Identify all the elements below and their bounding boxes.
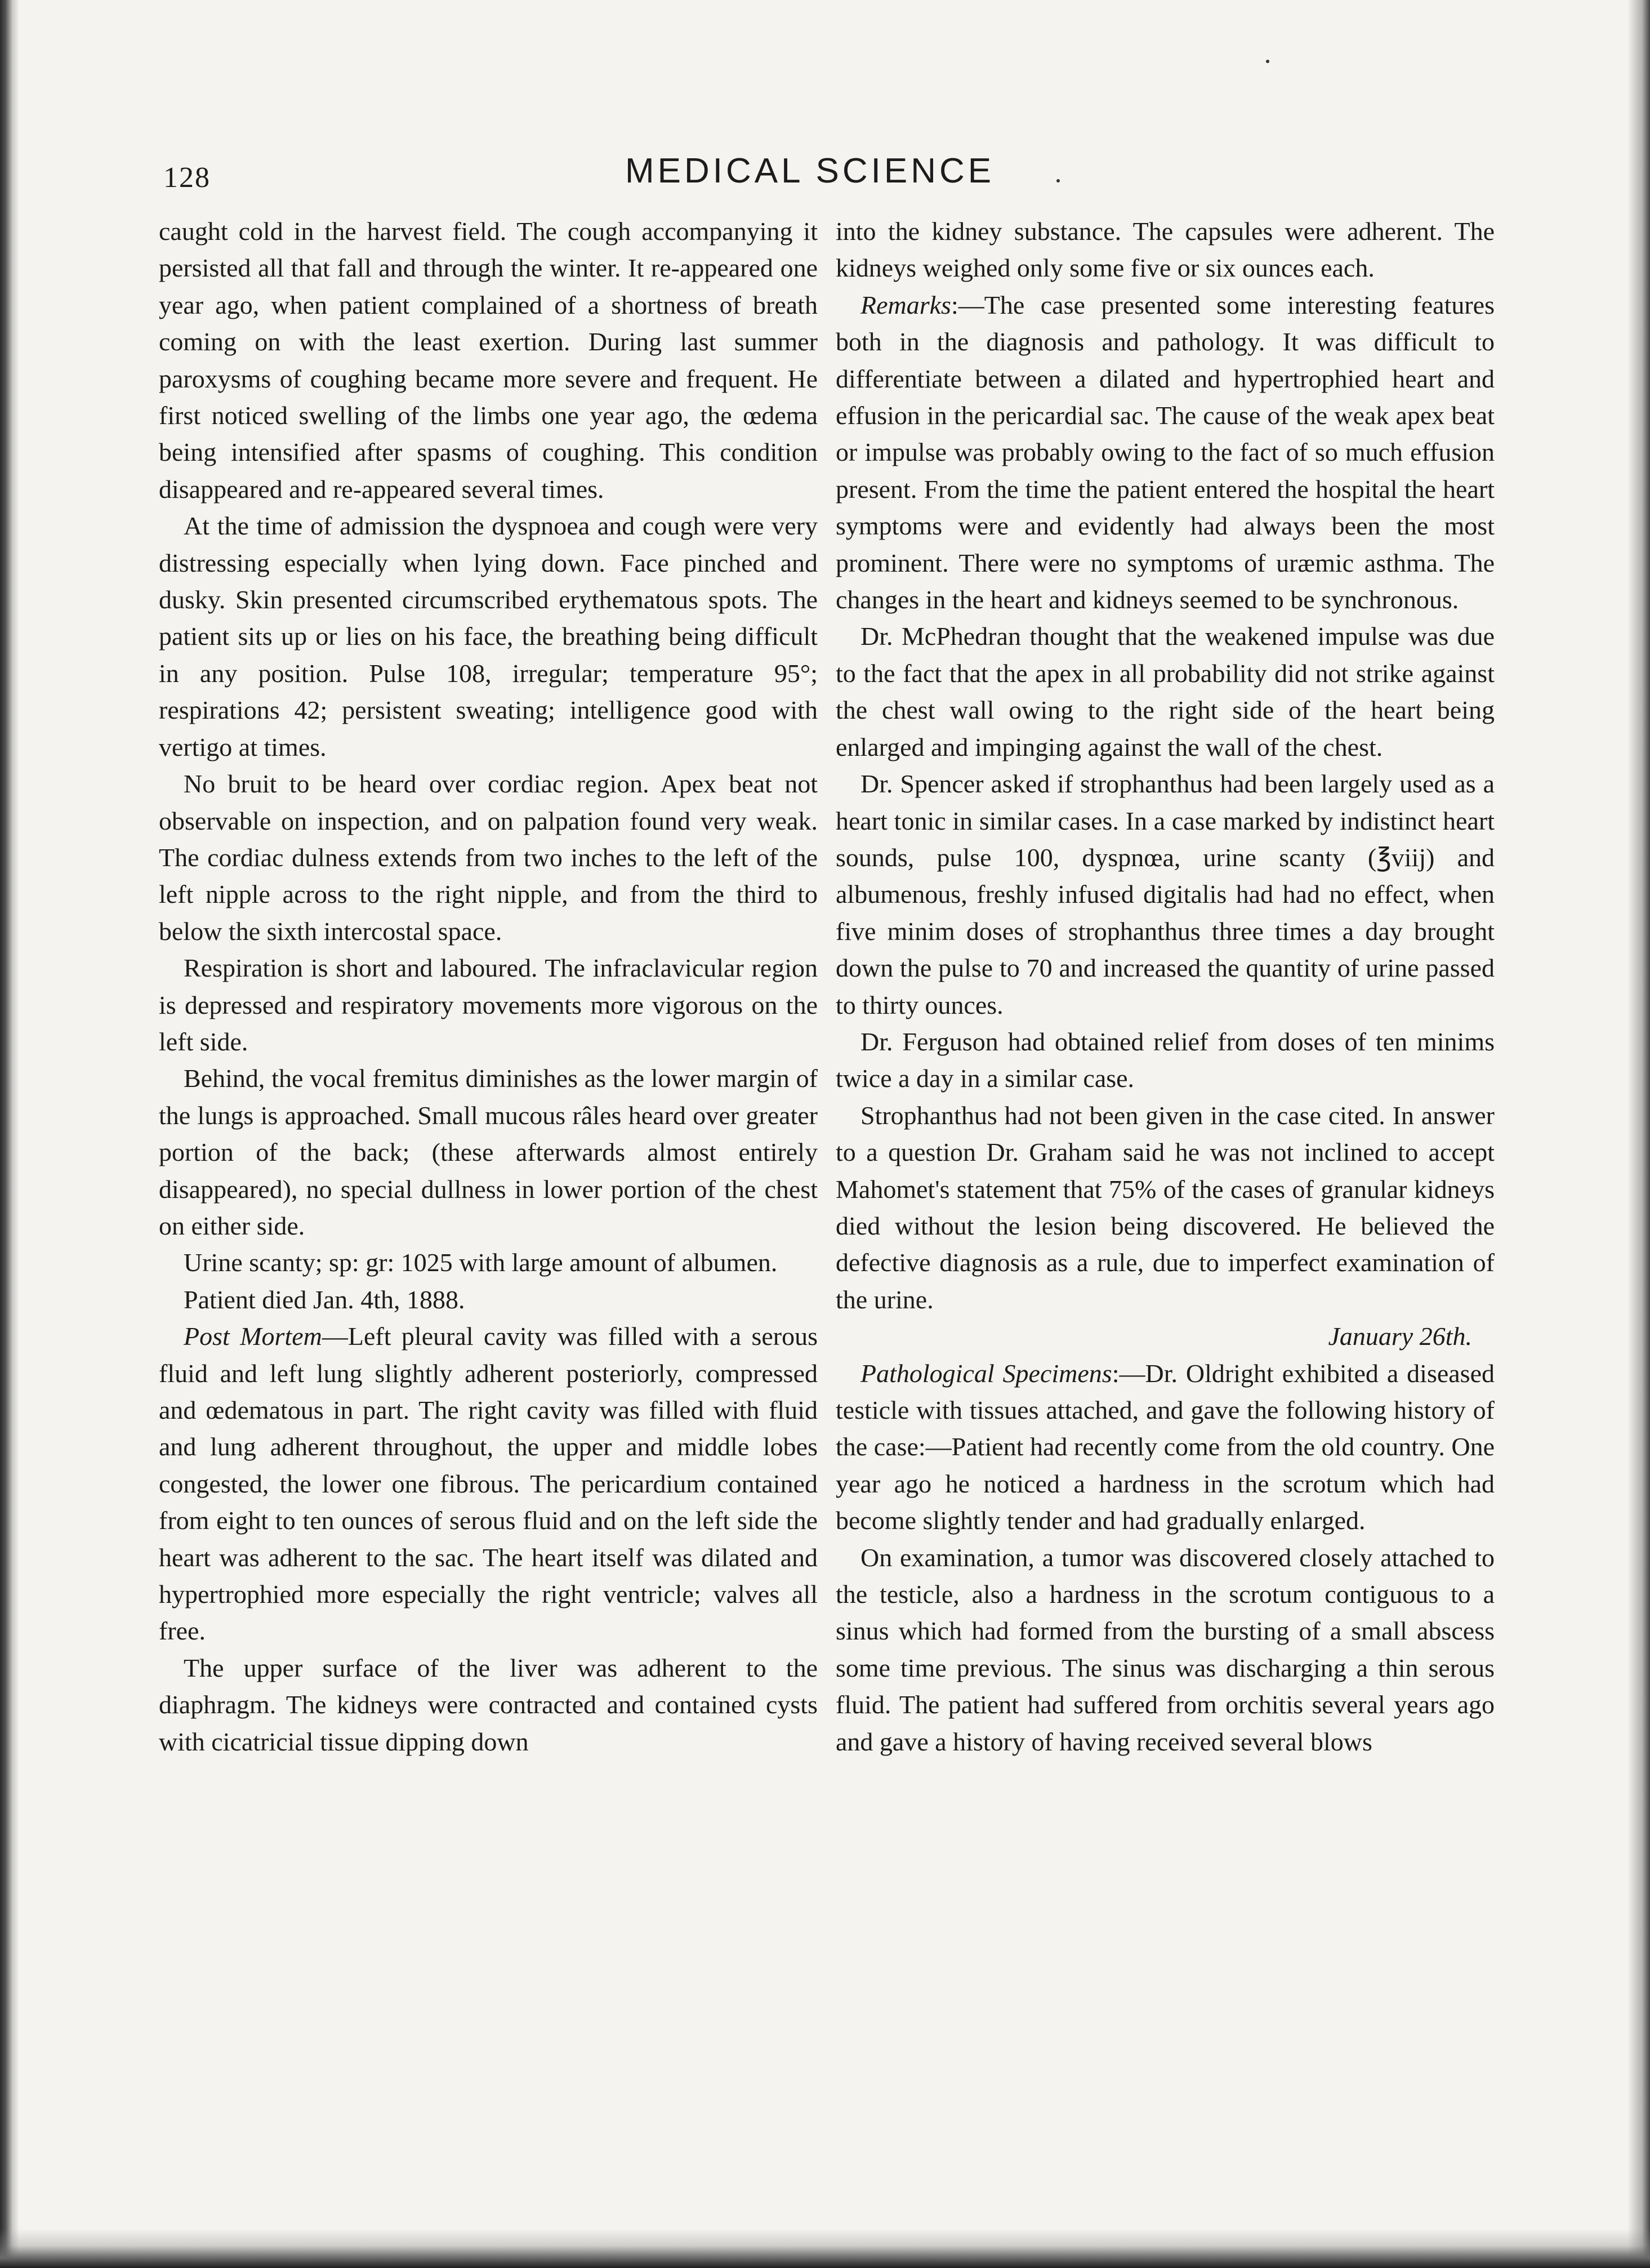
bottom-scan-edge — [0, 2229, 1650, 2268]
date-heading: January 26th. — [1328, 1322, 1472, 1351]
paragraph: Behind, the vocal fremitus diminishes as the lower margin of the lungs is approached. Small mucous râles heard over greater portion of the back; (these afterwards almost entirely disappeared), no special dullness in lower portion of the chest on either side. — [159, 1064, 818, 1240]
remarks-paragraph — [836, 287, 1495, 618]
left-scan-edge — [0, 0, 19, 2268]
paragraph: Patient died Jan. 4th, 1888. — [184, 1285, 465, 1314]
paragraph: Dr. Spencer asked if strophanthus had been largely used as a heart tonic in similar cases. In a case marked by indistinct heart sounds, pulse 100, dyspnœa, urine scanty (℥viij) and albumenous, freshly infused digitalis had had no effect, when five minim doses of strophanthus three times a day brought down the pulse to 70 and increased the quantity of urine passed to thirty ounces. — [836, 769, 1495, 1019]
paragraph: On examination, a tumor was discovered closely attached to the testicle, also a hardness in the scrotum contiguous to a sinus which had formed from the bursting of a small abscess some time previous. The sinus was discharging a thin serous fluid. The patient had suffered from orchitis several years ago and gave a history of having received several blows — [836, 1543, 1495, 1756]
paragraph: Dr. McPhedran thought that the weakened impulse was due to the fact that the apex in all probability did not strike against the chest wall owing to the right side of the heart being enlarged and impinging against the wall of the chest. — [836, 622, 1495, 761]
paragraph: into the kidney substance. The capsules were adherent. The kidneys weighed only some five or six ounces each. — [836, 217, 1495, 283]
paragraph: Respiration is short and laboured. The infraclavicular region is depressed and respiratory movements more vigorous on the left side. — [159, 953, 818, 1056]
page-header — [163, 151, 1487, 202]
post-mortem-label: Post Mortem — [184, 1322, 322, 1351]
specimens-paragraph — [836, 1355, 1495, 1539]
remarks-text: :—The case presented some interesting features both in the diagnosis and pathology. It was difficult to differentiate between a dilated and hypertrophied heart and effusion in the pericardial sac. The cause of the weak apex beat or impulse was probably owing to the fact of so much effusion present. From the time the patient entered the hospital the heart symptoms were and evidently had always been the most prominent. There were no symptoms of uræmic asthma. The changes in the heart and kidneys seemed to be synchronous. — [836, 290, 1495, 614]
left-column — [159, 213, 818, 1760]
right-scan-edge — [1627, 0, 1650, 2268]
page-number: 128 — [163, 162, 211, 194]
specimens-label: Pathological Specimens — [860, 1358, 1112, 1388]
remarks-label: Remarks — [860, 290, 951, 319]
scan-speck — [1266, 60, 1269, 63]
paragraph: At the time of admission the dyspnoea and cough were very distressing especially when lying down. Face pinched and dusky. Skin presented circumscribed erythematous spots. The patient sits up or lies on his face, the breathing being difficult in any position. Pulse 108, irregular; temperature 95°; respirations 42; persistent sweating; intelligence good with vertigo at times. — [159, 511, 818, 761]
paragraph: No bruit to be heard over cordiac region. Apex beat not observable on inspection, and on palpation found very weak. The cordiac dulness extends from two inches to the left of the left nipple across to the right nipple, and from the third to below the sixth intercostal space. — [159, 769, 818, 946]
specimens-text: :—Dr. Oldright exhibited a diseased testicle with tissues attached, and gave the following history of the case:—Patient had recently come from the old country. One year ago he noticed a hardness in the scrotum which had become slightly tender and had gradually enlarged. — [836, 1358, 1495, 1535]
paragraph: The upper surface of the liver was adherent to the diaphragm. The kidneys were contracted and contained cysts with cicatricial tissue dipping down — [159, 1653, 818, 1756]
running-title: MEDICAL SCIENCE — [625, 152, 995, 190]
post-mortem-paragraph — [159, 1318, 818, 1650]
post-mortem-text: —Left pleural cavity was filled with a serous fluid and left lung slightly adherent posteriorly, compressed and œdematous in part. The right cavity was filled with fluid and lung adherent throughout, the upper and middle lobes congested, the lower one fibrous. The pericardium contained from eight to ten ounces of serous fluid and on the left side the heart was adherent to the sac. The heart itself was dilated and hypertrophied more especially the right ventricle; valves all free. — [159, 1322, 818, 1646]
paragraph: Strophanthus had not been given in the case cited. In answer to a question Dr. Graham said he was not inclined to accept Mahomet's statement that 75% of the cases of granular kidneys died without the lesion being discovered. He believed the defective diagnosis as a rule, due to imperfect examination of the urine. — [836, 1100, 1495, 1314]
paragraph: caught cold in the harvest field. The cough accompanying it persisted all that fall and through the winter. It re-appeared one year ago, when patient complained of a shortness of breath coming on with the least exertion. During last summer paroxysms of coughing became more severe and frequent. He first noticed swelling of the limbs one year ago, the œdema being intensified after spasms of coughing. This condition disappeared and re-appeared several times. — [159, 217, 818, 503]
paragraph: Dr. Ferguson had obtained relief from doses of ten minims twice a day in a similar case. — [836, 1027, 1495, 1093]
right-column — [836, 213, 1495, 1760]
paragraph: Urine scanty; sp: gr: 1025 with large amount of albumen. — [184, 1248, 778, 1277]
